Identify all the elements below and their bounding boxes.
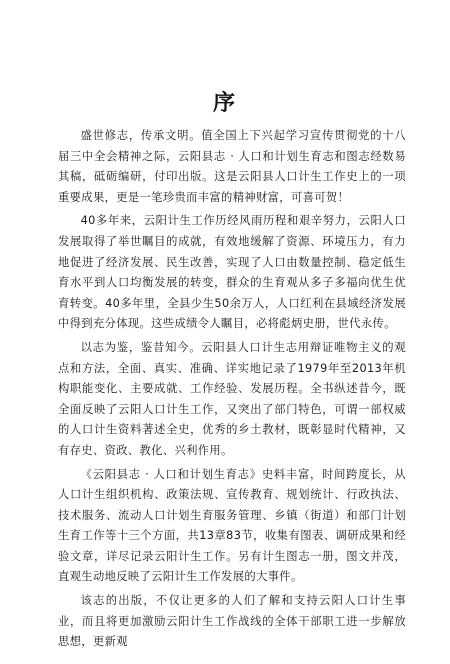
document-body	[58, 126, 406, 656]
paragraph-1: 盛世修志，传承文明。值全国上下兴起学习宣传贯彻党的十八届三中全会精神之际，云阳县志 · 人口和计划生育志和图志经数易其稿，砥砺编研，付印出版。这是云阳县人口计生工作史上的一项重要成果，更是一笔珍贵而丰富的精神财富，可喜可贺！	[58, 129, 406, 204]
paragraph-5: 该志的出版，不仅让更多的人们了解和支持云阳人口计生事业，而且将更加激励云阳计生工作战线的全体干部职工进一步解放思想，更新观	[58, 594, 406, 649]
page-title: 序	[212, 90, 237, 116]
paragraph-2: 40多年来，云阳计生工作历经风雨历程和艰辛努力，云阳人口发展取得了举世瞩目的成就，有效地缓解了资源、环境压力，有力地促进了经济发展、民生改善，实现了人口由数量控制、稳定低生育水平到人口均衡发展的转变，群众的生育观从多子多福向优生优育转变。40多年里，全县少生50余万人，人口红利在县域经济发展中得到充分体现。这些成绩令人瞩目，必将彪炳史册，世代永传。	[58, 214, 406, 331]
paragraph-4: 《云阳县志 · 人口和计划生育志》史料丰富，时间跨度长，从人口计生组织机构、政策法规、宣传教育、规划统计、行政执法、技术服务、流动人口计划生育服务管理、乡镇（街道）和部门计划生育工作等十三个方面，共13章83节，收集有图表、调研成果和经验文章，详尽记录云阳计生工作。另有计生图志一册，图文并茂，直观生动地反映了云阳计生工作发展的大事件。	[58, 467, 406, 584]
paragraph-3: 以志为鉴，鉴昔知今。云阳县人口计生志用辩证唯物主义的观点和方法，全面、真实、准确、详实地记录了1979年至2013年机构职能变化、主要成就、工作经验、发展历程。全书纵述昔今，既全面反映了云阳人口计生工作，又突出了部门特色，可谓一部权威的人口计生资料著述全史，优秀的乡土教材，既彰显时代精神，又有存史、资政、教化、兴利作用。	[58, 340, 406, 457]
